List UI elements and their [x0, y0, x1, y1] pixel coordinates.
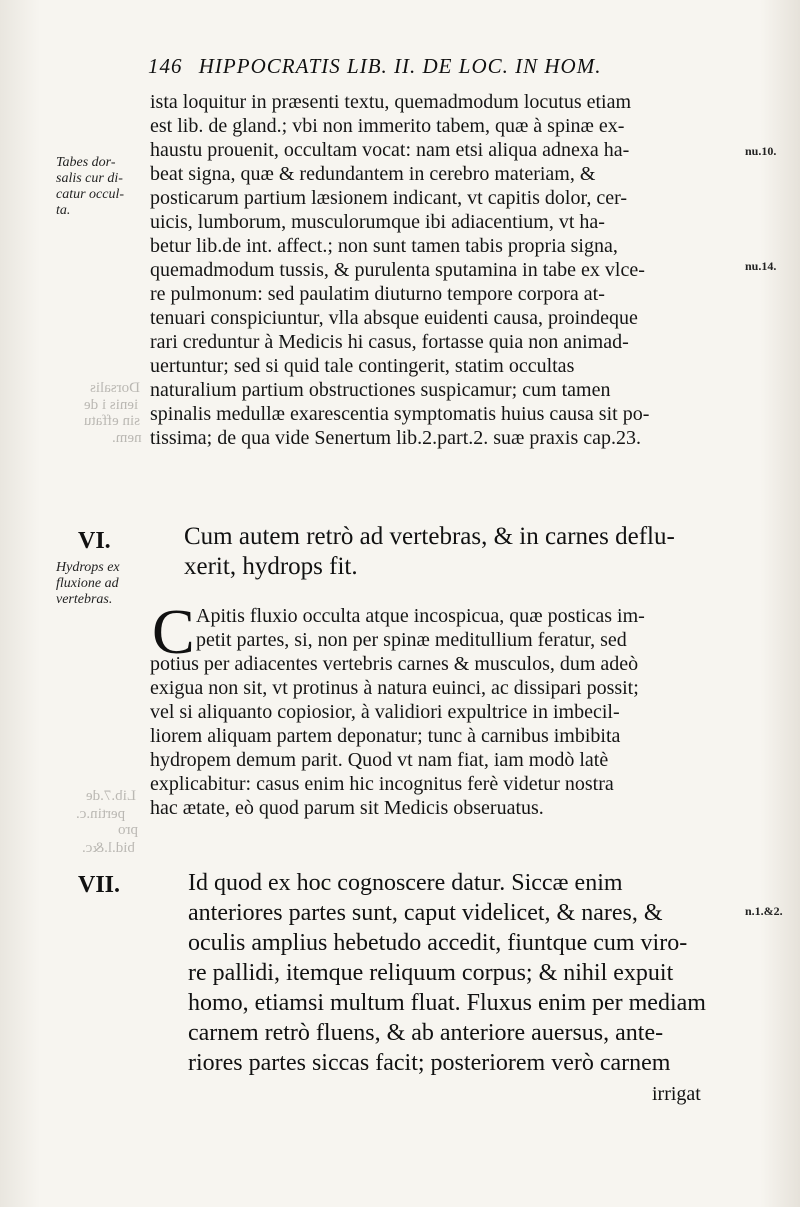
bleed-through-text: Dorsalis [90, 380, 140, 396]
text-line: beat signa, quæ & redundantem in cerebro materiam, & [150, 163, 596, 185]
right-margin-reference: nu.10. [745, 144, 777, 158]
margin-note-line: catur occul- [56, 187, 125, 202]
aphorism-line: oculis amplius hebetudo accedit, fiuntque cum viro- [188, 930, 688, 956]
aphorism-line: Cum autem retrò ad vertebras, & in carnes deflu- [184, 523, 675, 550]
commentary-vi-paragraph [150, 596, 765, 820]
text-line: naturalium partium obstructiones suspicamur; cum tamen [150, 379, 611, 401]
aphorism-line: re pallidi, itemque reliquum corpus; & nihil expuit [188, 960, 674, 986]
margin-note-line: salis cur di- [56, 171, 123, 186]
page-number: 146 [148, 54, 183, 78]
right-margin-reference: nu.14. [745, 259, 777, 273]
right-margin-reference: n.1.&2. [745, 904, 783, 918]
text-line: tissima; de qua vide Senertum lib.2.part.2. suæ praxis cap.23. [150, 427, 642, 449]
aphorism-line: homo, etiamsi multum fluat. Fluxus enim per mediam [188, 990, 706, 1016]
bleed-through-text: pertin.c. [76, 806, 126, 822]
text-line: uertuntur; sed si quid tale contingerit, statim occultas [150, 355, 575, 377]
text-line: hydropem demum parit. Quod vt nam fiat, iam modò latè [150, 749, 609, 771]
text-line: potius per adiacentes vertebris carnes & musculos, dum adeò [150, 653, 639, 675]
bleed-through-text: Lib.7.de [86, 788, 136, 804]
margin-note-hydrops [56, 560, 148, 608]
catchword: irrigat [652, 1083, 701, 1105]
text-line: hac ætate, eò quod parum sit Medicis obseruatus. [150, 797, 544, 819]
aphorism-vii-text [188, 868, 768, 1078]
text-line: spinalis medullæ exarescentia symptomatis huius causa sit po- [150, 403, 650, 425]
bleed-through-text: nem. [112, 430, 142, 446]
text-line: rari creduntur à Medicis hi casus, fortasse quia non animad- [150, 331, 629, 353]
text-line: ista loquitur in præsenti textu, quemadmodum locutus etiam [150, 91, 632, 113]
aphorism-line: riores partes siccas facit; posteriorem verò carnem [188, 1050, 671, 1076]
text-line: tenuari conspiciuntur, vlla absque euidenti causa, proindeque [150, 307, 638, 329]
page-header [148, 54, 728, 79]
text-line: re pulmonum: sed paulatim diuturno tempore corpora at- [150, 283, 605, 305]
aphorism-line: anteriores partes sunt, caput videlicet, & nares, & [188, 900, 663, 926]
margin-note-tabes [56, 155, 148, 219]
text-line: quemadmodum tussis, & purulenta sputamina in tabe ex vlce- [150, 259, 645, 281]
aphorism-line: carnem retrò fluens, & ab anteriore auersus, ante- [188, 1020, 664, 1046]
text-line: vel si aliquanto copiosior, à validiori expultrice in imbecil- [150, 701, 620, 723]
running-title: HIPPOCRATIS LIB. II. DE LOC. IN HOM. [198, 54, 602, 78]
aphorism-vi-text [184, 522, 764, 582]
section-numeral-vii: VII. [78, 872, 121, 898]
text-line: liorem aliquam partem deponatur; tunc à carnibus imbibita [150, 725, 621, 747]
margin-note-line: Hydrops ex [56, 560, 120, 575]
text-line: exigua non sit, vt protinus à natura euinci, ac dissipari possit; [150, 677, 639, 699]
margin-note-line: vertebras. [56, 592, 113, 607]
section-numeral-vi: VI. [78, 528, 111, 554]
commentary-paragraph [150, 90, 765, 450]
margin-note-line: Tabes dor- [56, 155, 116, 170]
text-line: uicis, lumborum, musculorumque ibi adiacentium, vt ha- [150, 211, 605, 233]
aphorism-line: xerit, hydrops fit. [184, 553, 358, 580]
text-line: haustu prouenit, occultam vocat: nam etsi aliqua adnexa ha- [150, 139, 630, 161]
aphorism-line: Id quod ex hoc cognoscere datur. Siccæ enim [188, 870, 623, 896]
bleed-through-text: bid.l.&c. [82, 840, 135, 856]
text-line: petit partes, si, non per spinæ meditullium feratur, sed [196, 629, 627, 651]
text-line: explicabitur: casus enim hic incognitus ferè videtur nostra [150, 773, 614, 795]
bleed-through-text: ienis i de [84, 397, 139, 413]
text-line: est lib. de gland.; vbi non immerito tabem, quæ à spinæ ex- [150, 115, 625, 137]
margin-note-line: fluxione ad [56, 576, 119, 591]
text-line: posticarum partium læsionem indicant, vt capitis dolor, cer- [150, 187, 628, 209]
bleed-through-text: pro [118, 822, 138, 838]
drop-cap: C [152, 596, 195, 667]
bleed-through-text: sin effatu [84, 413, 140, 429]
text-line: betur lib.de int. affect.; non sunt tamen tabis propria signa, [150, 235, 618, 257]
margin-note-line: ta. [56, 203, 71, 218]
text-line: Apitis fluxio occulta atque incospicua, quæ posticas im- [196, 605, 645, 627]
